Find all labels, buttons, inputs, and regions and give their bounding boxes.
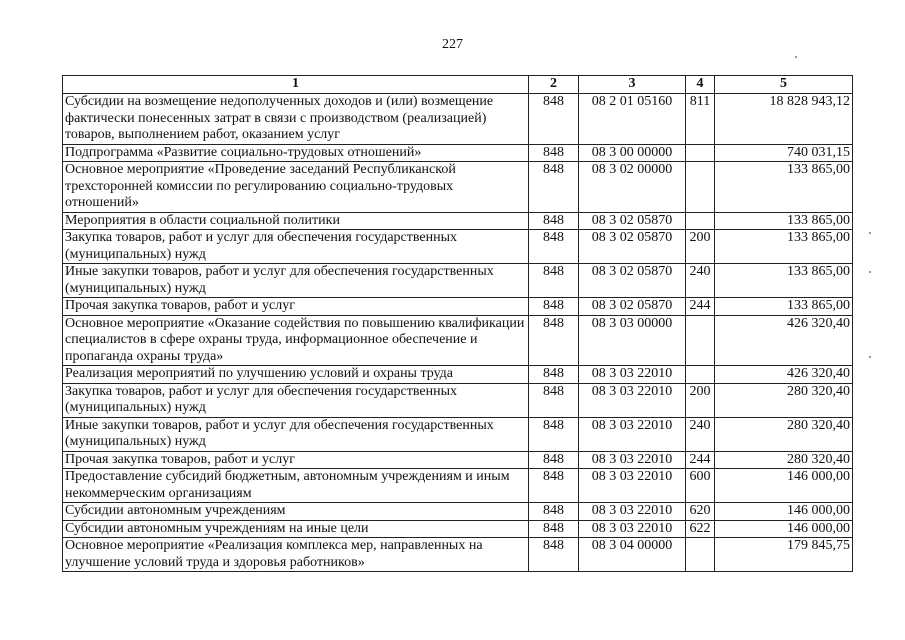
description-cell: Предоставление субсидий бюджетным, автономным учреждениям и иным некоммерческим организациям — [63, 469, 529, 503]
code-cell: 848 — [529, 144, 579, 162]
code-cell: 848 — [529, 230, 579, 264]
expense-type-cell: 200 — [686, 230, 715, 264]
amount-cell: 18 828 943,12 — [715, 94, 853, 145]
description-cell: Закупка товаров, работ и услуг для обеспечения государственных (муниципальных) нужд — [63, 383, 529, 417]
code-cell: 848 — [529, 538, 579, 572]
expense-type-cell: 200 — [686, 383, 715, 417]
amount-cell: 280 320,40 — [715, 417, 853, 451]
scan-speck — [869, 271, 871, 273]
amount-cell: 426 320,40 — [715, 315, 853, 366]
amount-cell: 133 865,00 — [715, 264, 853, 298]
expense-type-cell: 811 — [686, 94, 715, 145]
target-article-cell: 08 3 03 22010 — [579, 383, 686, 417]
description-cell: Иные закупки товаров, работ и услуг для обеспечения государственных (муниципальных) нужд — [63, 417, 529, 451]
header-col-2: 2 — [529, 76, 579, 94]
target-article-cell: 08 3 02 05870 — [579, 212, 686, 230]
description-cell: Основное мероприятие «Реализация комплекса мер, направленных на улучшение условий труда и здоровья работников» — [63, 538, 529, 572]
table-row — [63, 383, 853, 417]
table-body — [63, 94, 853, 572]
amount-cell: 280 320,40 — [715, 451, 853, 469]
table-row — [63, 298, 853, 316]
table-row — [63, 264, 853, 298]
code-cell: 848 — [529, 162, 579, 213]
amount-cell: 133 865,00 — [715, 230, 853, 264]
description-cell: Прочая закупка товаров, работ и услуг — [63, 451, 529, 469]
expense-type-cell: 622 — [686, 520, 715, 538]
amount-cell: 179 845,75 — [715, 538, 853, 572]
table-row — [63, 503, 853, 521]
target-article-cell: 08 3 02 05870 — [579, 298, 686, 316]
table-row — [63, 162, 853, 213]
target-article-cell: 08 3 03 22010 — [579, 366, 686, 384]
amount-cell: 133 865,00 — [715, 212, 853, 230]
code-cell: 848 — [529, 469, 579, 503]
scan-speck — [795, 56, 797, 58]
description-cell: Мероприятия в области социальной политики — [63, 212, 529, 230]
amount-cell: 740 031,15 — [715, 144, 853, 162]
header-row — [63, 76, 853, 94]
header-col-3: 3 — [579, 76, 686, 94]
expense-type-cell — [686, 315, 715, 366]
target-article-cell: 08 3 02 05870 — [579, 230, 686, 264]
expense-type-cell: 244 — [686, 298, 715, 316]
target-article-cell: 08 3 00 00000 — [579, 144, 686, 162]
expense-type-cell — [686, 538, 715, 572]
code-cell: 848 — [529, 451, 579, 469]
description-cell: Основное мероприятие «Оказание содействия по повышению квалификации специалистов в сфере охраны труда, информационное обеспечение и пропаганда охраны труда» — [63, 315, 529, 366]
target-article-cell: 08 3 03 22010 — [579, 417, 686, 451]
header-col-5: 5 — [715, 76, 853, 94]
code-cell: 848 — [529, 383, 579, 417]
code-cell: 848 — [529, 94, 579, 145]
table-row — [63, 366, 853, 384]
description-cell: Подпрограмма «Развитие социально-трудовых отношений» — [63, 144, 529, 162]
code-cell: 848 — [529, 212, 579, 230]
target-article-cell: 08 3 04 00000 — [579, 538, 686, 572]
expense-type-cell: 620 — [686, 503, 715, 521]
code-cell: 848 — [529, 315, 579, 366]
table-row — [63, 417, 853, 451]
table-row — [63, 451, 853, 469]
header-col-4: 4 — [686, 76, 715, 94]
description-cell: Закупка товаров, работ и услуг для обеспечения государственных (муниципальных) нужд — [63, 230, 529, 264]
description-cell: Реализация мероприятий по улучшению условий и охраны труда — [63, 366, 529, 384]
amount-cell: 426 320,40 — [715, 366, 853, 384]
target-article-cell: 08 3 02 05870 — [579, 264, 686, 298]
description-cell: Основное мероприятие «Проведение заседаний Республиканской трехсторонней комиссии по регулированию социально-трудовых отношений» — [63, 162, 529, 213]
target-article-cell: 08 2 01 05160 — [579, 94, 686, 145]
amount-cell: 146 000,00 — [715, 469, 853, 503]
scan-speck — [869, 232, 871, 234]
code-cell: 848 — [529, 366, 579, 384]
target-article-cell: 08 3 03 22010 — [579, 469, 686, 503]
scan-speck — [869, 356, 871, 358]
amount-cell: 133 865,00 — [715, 298, 853, 316]
description-cell: Субсидии на возмещение недополученных доходов и (или) возмещение фактически понесенных затрат в связи с производством (реализацией) товаров, выполнением работ, оказанием услуг — [63, 94, 529, 145]
amount-cell: 133 865,00 — [715, 162, 853, 213]
target-article-cell: 08 3 03 00000 — [579, 315, 686, 366]
target-article-cell: 08 3 03 22010 — [579, 503, 686, 521]
table-row — [63, 212, 853, 230]
target-article-cell: 08 3 02 00000 — [579, 162, 686, 213]
table-row — [63, 538, 853, 572]
expense-type-cell: 244 — [686, 451, 715, 469]
expense-type-cell: 600 — [686, 469, 715, 503]
description-cell: Прочая закупка товаров, работ и услуг — [63, 298, 529, 316]
expense-type-cell — [686, 366, 715, 384]
table-row — [63, 469, 853, 503]
code-cell: 848 — [529, 298, 579, 316]
table-row — [63, 94, 853, 145]
code-cell: 848 — [529, 264, 579, 298]
expense-type-cell — [686, 144, 715, 162]
target-article-cell: 08 3 03 22010 — [579, 451, 686, 469]
table-row — [63, 315, 853, 366]
expense-type-cell — [686, 162, 715, 213]
expense-type-cell: 240 — [686, 264, 715, 298]
description-cell: Субсидии автономным учреждениям — [63, 503, 529, 521]
description-cell: Субсидии автономным учреждениям на иные цели — [63, 520, 529, 538]
code-cell: 848 — [529, 520, 579, 538]
code-cell: 848 — [529, 417, 579, 451]
expense-type-cell: 240 — [686, 417, 715, 451]
expense-type-cell — [686, 212, 715, 230]
amount-cell: 146 000,00 — [715, 520, 853, 538]
code-cell: 848 — [529, 503, 579, 521]
amount-cell: 280 320,40 — [715, 383, 853, 417]
page-number: 227 — [442, 37, 463, 52]
header-col-1: 1 — [63, 76, 529, 94]
target-article-cell: 08 3 03 22010 — [579, 520, 686, 538]
budget-table — [62, 75, 853, 572]
table-row — [63, 230, 853, 264]
amount-cell: 146 000,00 — [715, 503, 853, 521]
table-row — [63, 520, 853, 538]
description-cell: Иные закупки товаров, работ и услуг для обеспечения государственных (муниципальных) нужд — [63, 264, 529, 298]
table-row — [63, 144, 853, 162]
